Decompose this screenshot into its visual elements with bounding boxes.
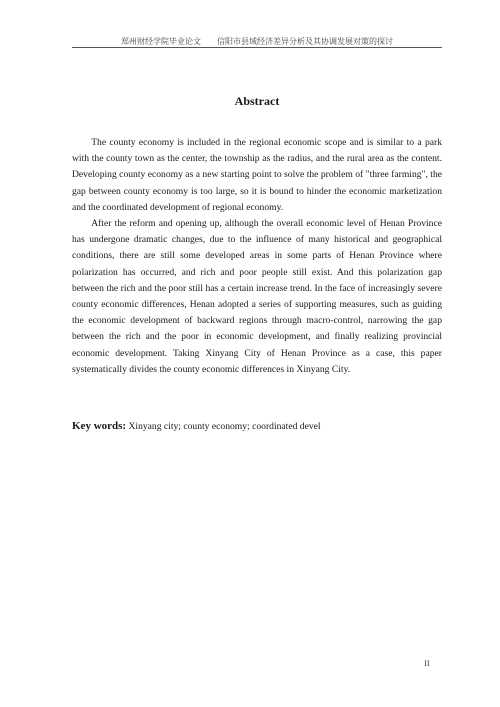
keywords-text: Xinyang city; county economy; coordinated devel	[128, 421, 321, 432]
header-right-text: 信阳市县域经济差异分析及其协调发展对策的探讨	[217, 37, 393, 46]
running-header	[72, 36, 442, 47]
abstract-paragraph-2: After the reform and opening up, although the overall economic level of Henan Province has undergone dramatic changes, due to the influence of many historical and geographical conditions, there are still some developed areas in some parts of Henan Province where polarization has occurred, and rich and poor people still exist. And this polarization gap between the rich and the poor still has a certain increase trend. In the face of increasingly severe county economic differences, Henan adopted a series of supporting measures, such as guiding the economic development of backward regions through macro-control, narrowing the gap between the rich and the poor in economic development, and finally realizing provincial economic development. Taking Xinyang City of Henan Province as a case, this paper systematically divides the county economic differences in Xinyang City.	[72, 218, 442, 375]
abstract-paragraph-1: The county economy is included in the regional economic scope and is similar to a park with the county town as the center, the township as the radius, and the rural area as the content. Developing county economy as a new starting point to solve the problem of "three farming", the gap between county economy is too large, so it is bound to hinder the economic marketization and the coordinated development of regional economy.	[72, 137, 442, 213]
page-title: Abstract	[234, 94, 280, 108]
header-left-text: 郑州财经学院毕业论文	[121, 37, 201, 46]
keywords-line	[72, 420, 442, 432]
keywords-label: Key words:	[72, 420, 127, 432]
abstract-body	[72, 135, 442, 378]
page-number: II	[424, 658, 430, 668]
header-rule	[72, 47, 442, 48]
